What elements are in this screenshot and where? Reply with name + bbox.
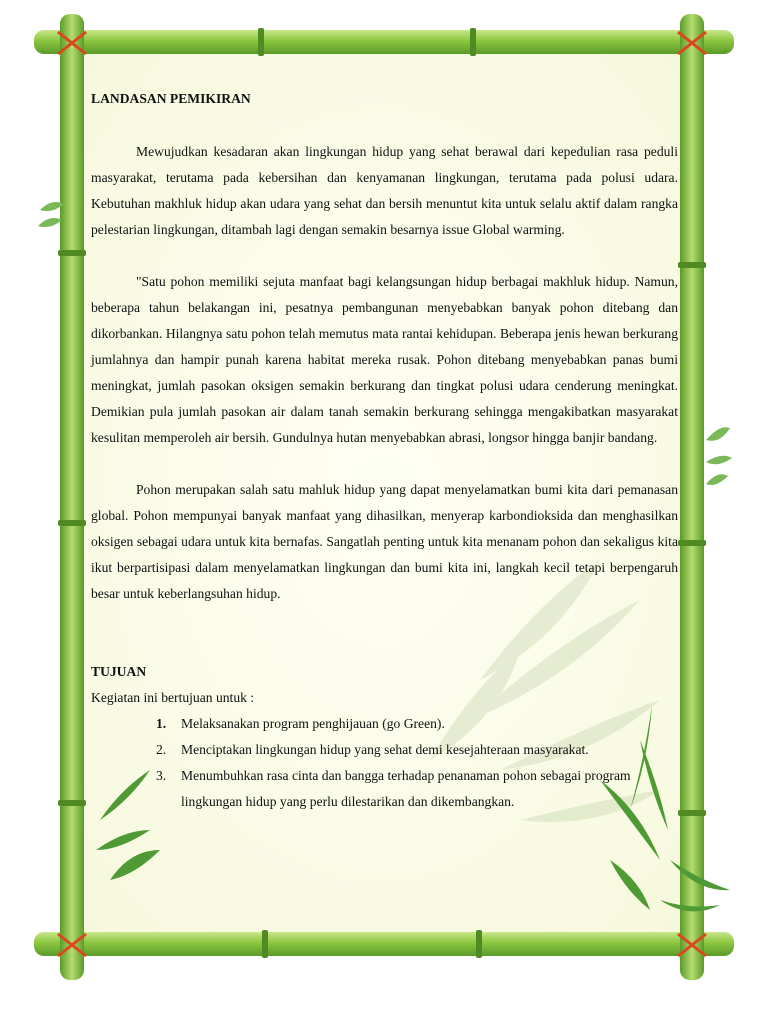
spacer bbox=[91, 112, 678, 139]
goal-number: 1. bbox=[156, 716, 167, 731]
paragraph-3: Pohon merupakan salah satu mahluk hidup yang dapat menyelamatkan bumi kita dari pemanasan global. Pohon mempunyai banyak manfaat yang dihasilkan, menyerap karbondioksida dan menghasilkan oksigen sebagai udara untuk kita bernafas. Sangatlah penting untuk kita menanam pohon dan sekaligus kita ikut berpartisipasi dalam menyelamatkan lingkungan dan bumi kita ini, langkah kecil tetapi berpengaruh besar untuk keberlangsuhan hidup. bbox=[91, 482, 678, 601]
bamboo-left bbox=[58, 14, 86, 980]
goal-text: Melaksanakan program penghijauan (go Green). bbox=[181, 716, 445, 731]
paragraph-1: Mewujudkan kesadaran akan lingkungan hidup yang sehat berawal dari kepedulian rasa peduli masyarakat, terutama pada kebersihan dan kenyamanan lingkungan, terutama pada polusi udara. Kebutuhan makhluk hidup akan udara yang sehat dan bersih menuntut kita untuk selalu aktif dalam rangka pelestarian lingkungan, ditambah lagi dengan semakin besarnya issue Global warming. bbox=[91, 144, 678, 237]
goal-number: 3. bbox=[156, 768, 167, 783]
goal-item bbox=[156, 763, 678, 815]
goal-text: Menumbuhkan rasa cinta dan bangga terhadap penanaman pohon sebagai program lingkungan hidup yang perlu dilestarikan dan dikembangkan. bbox=[181, 768, 631, 809]
section-title-landasan: LANDASAN PEMIKIRAN bbox=[91, 91, 251, 106]
spacer bbox=[91, 451, 678, 477]
leaf-sprig-right-mid bbox=[706, 427, 732, 485]
bamboo-right bbox=[678, 14, 706, 980]
goals-list bbox=[91, 711, 678, 815]
goal-text: Menciptakan lingkungan hidup yang sehat demi kesejahteraan masyarakat. bbox=[181, 742, 589, 757]
goals-intro: Kegiatan ini bertujuan untuk : bbox=[91, 690, 255, 705]
goal-item bbox=[156, 711, 678, 737]
goal-item bbox=[156, 737, 678, 763]
bamboo-top bbox=[34, 28, 734, 56]
goal-number: 2. bbox=[156, 742, 167, 757]
paragraph-2: "Satu pohon memiliki sejuta manfaat bagi kelangsungan hidup berbagai makhluk hidup. Namun, beberapa tahun belakangan ini, pesatnya pembangunan menyebabkan banyak pohon ditebang dan dikorbankan. Hilangnya satu pohon telah memutus mata rantai kehidupan. Beberapa jenis hewan berkurang jumlahnya dan hampir punah karena habitat mereka rusak. Pohon ditebang menyebabkan panas bumi meningkat, jumlah pasokan oksigen semakin berkurang dan tingkat polusi udara cenderung meningkat. Demikian pula jumlah pasokan air dalam tanah semakin berkurang sehingga mengakibatkan masyarakat kesulitan memperoleh air bersih. Gundulnya hutan menyebabkan abrasi, longsor hingga banjir bandang. bbox=[91, 274, 678, 445]
section-title-tujuan: TUJUAN bbox=[91, 664, 147, 679]
bamboo-bottom bbox=[34, 930, 734, 958]
spacer bbox=[91, 607, 678, 659]
document-body bbox=[91, 86, 678, 815]
spacer bbox=[91, 243, 678, 269]
